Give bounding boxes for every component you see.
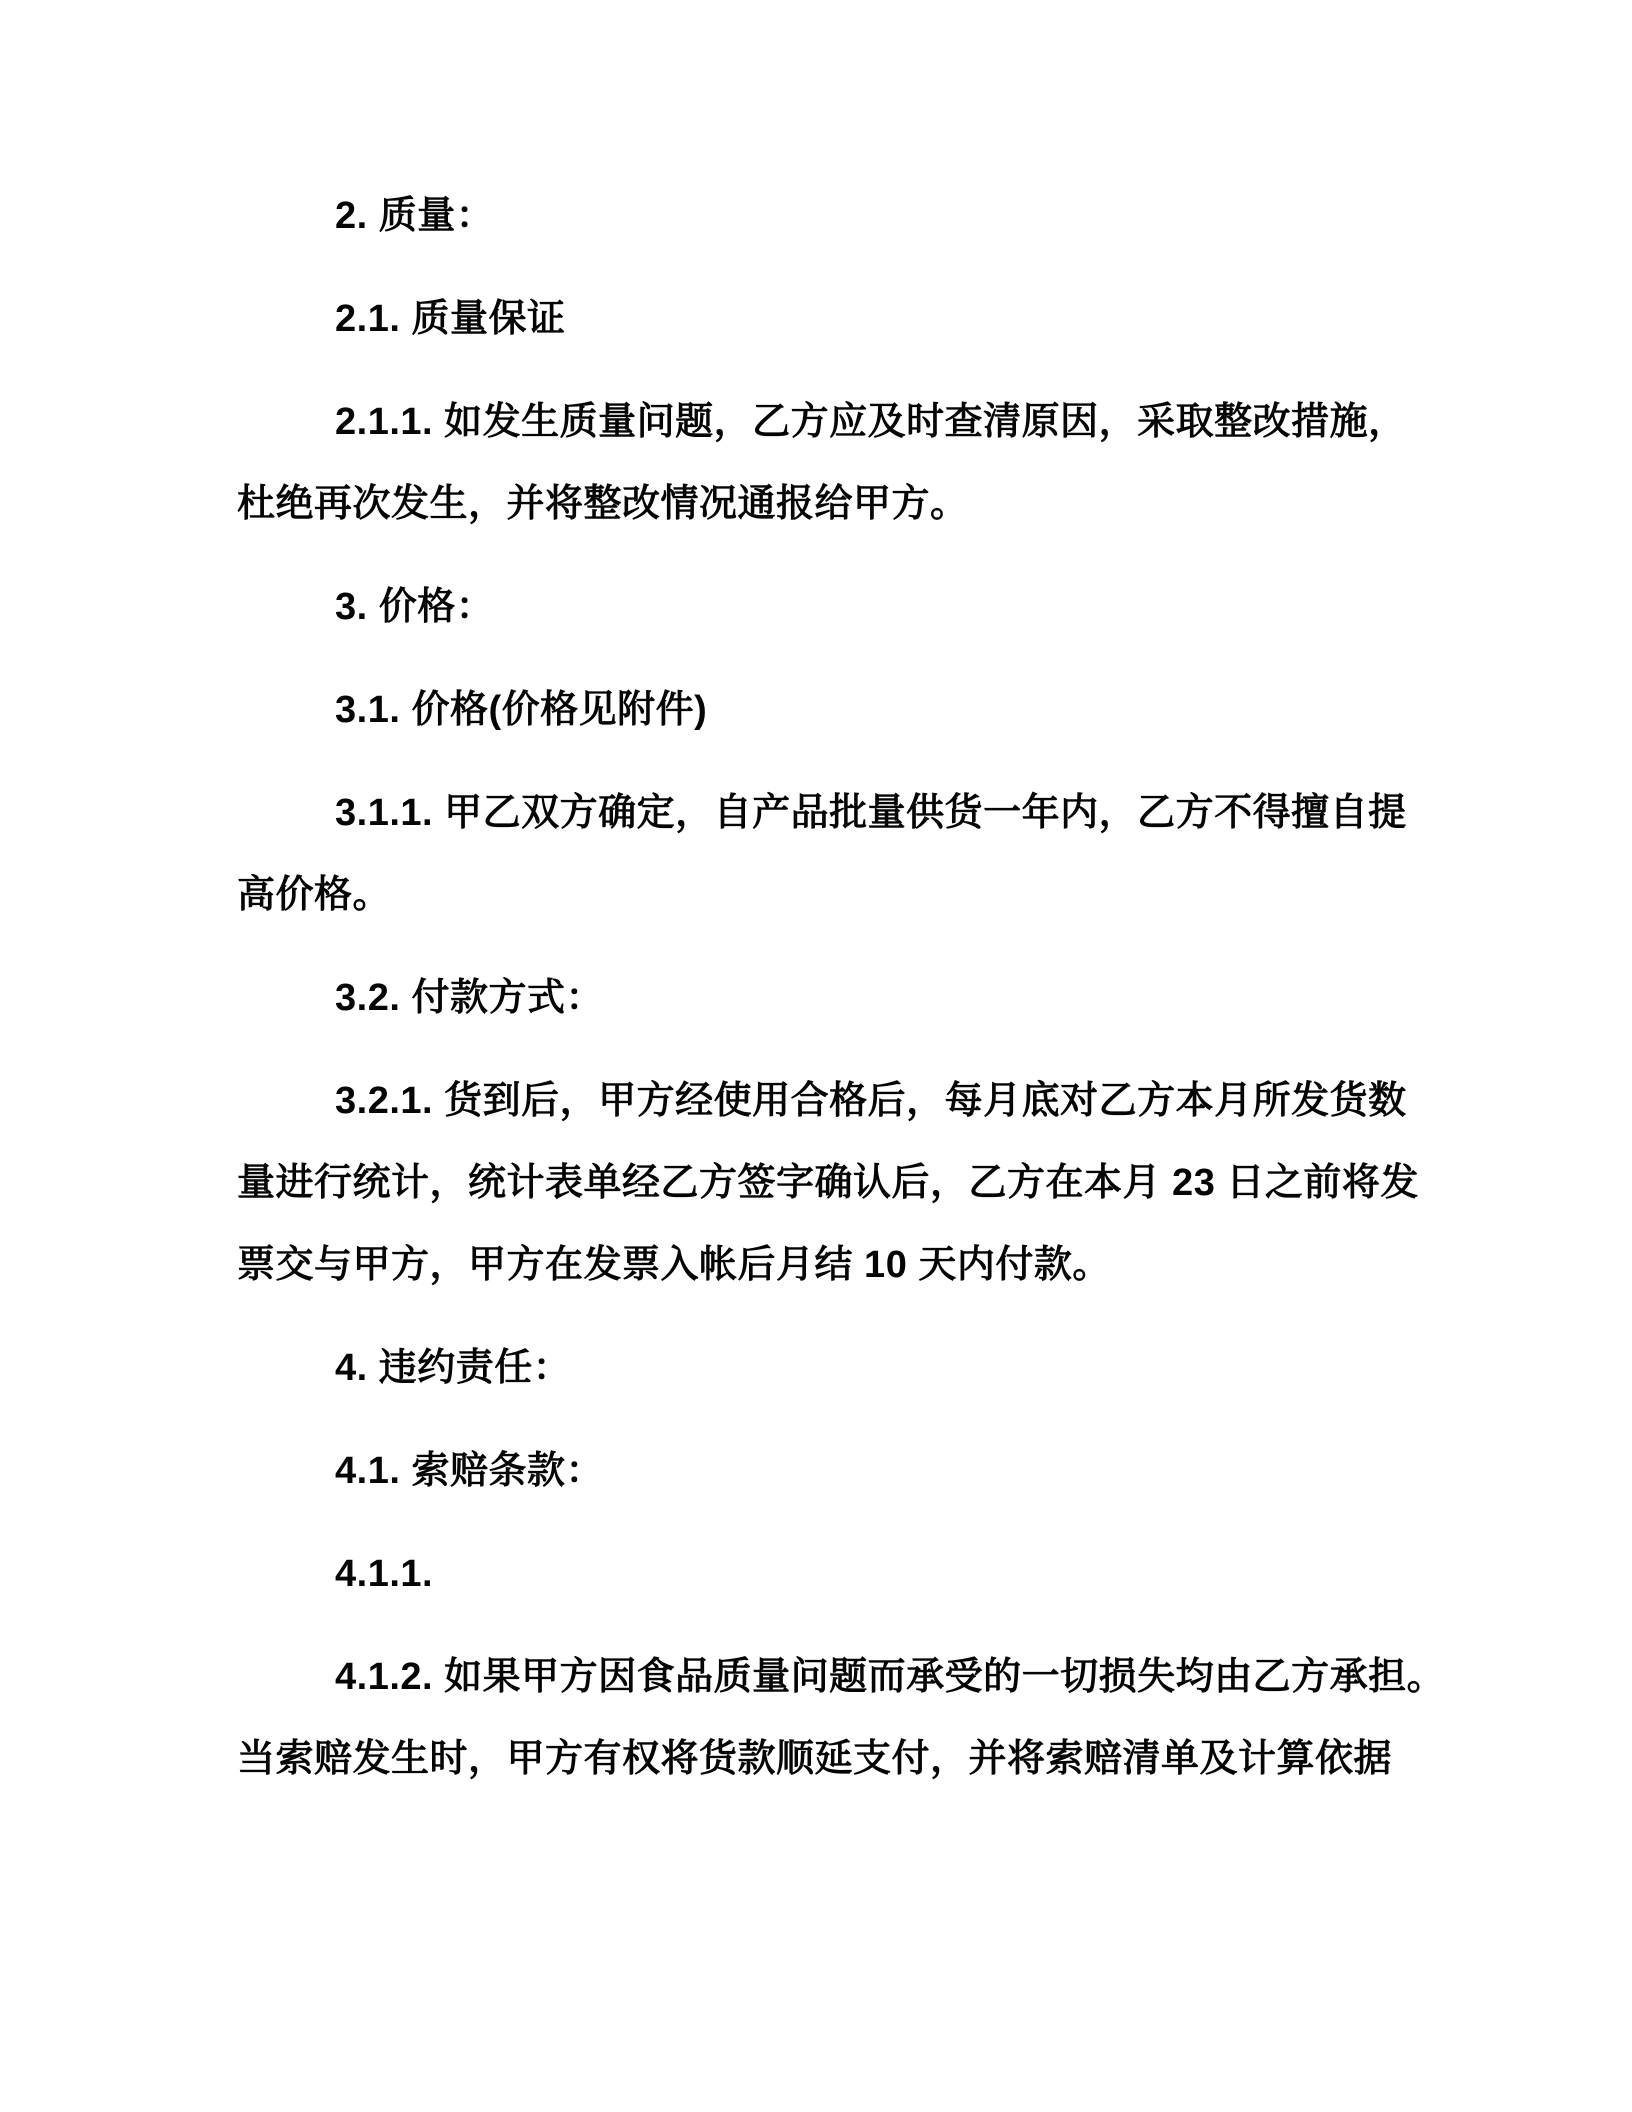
- paragraph-line: 3.1. 价格(价格见附件): [335, 689, 708, 731]
- paragraph-payment-method-heading: [237, 957, 1447, 1039]
- paragraph-breach-liability-heading: [237, 1327, 1447, 1409]
- paragraph-claim-terms-heading: [237, 1430, 1447, 1512]
- paragraph-line: 2.1.1. 如发生质量问题，乙方应及时查清原因，采取整改措施，: [335, 401, 1407, 443]
- paragraph-line: 4.1. 索赔条款：: [335, 1450, 604, 1492]
- paragraph-price-heading: [237, 566, 1447, 648]
- paragraph-line: 票交与甲方，甲方在发票入帐后月结 10 天内付款。: [237, 1244, 1111, 1286]
- paragraph-line: 2.1. 质量保证: [335, 298, 566, 340]
- paragraph-line: 4.1.1.: [335, 1553, 434, 1595]
- paragraph-line: 2. 质量：: [335, 195, 495, 237]
- paragraph-quality-heading: [237, 175, 1447, 257]
- paragraph-quality-guarantee-heading: [237, 278, 1447, 360]
- paragraph-claim-item-number: [237, 1533, 1447, 1615]
- paragraph-price-clause: [237, 772, 1447, 936]
- paragraph-line: 杜绝再次发生，并将整改情况通报给甲方。: [237, 483, 969, 525]
- paragraph-line: 量进行统计，统计表单经乙方签字确认后，乙方在本月 23 日之前将发: [237, 1162, 1419, 1204]
- paragraph-line: 3.1.1. 甲乙双方确定，自产品批量供货一年内，乙方不得擅自提: [335, 792, 1407, 834]
- paragraph-line: 4.1.2. 如果甲方因食品质量问题而承受的一切损失均由乙方承担。: [335, 1656, 1446, 1698]
- paragraph-quality-clause: [237, 381, 1447, 545]
- paragraph-line: 3.2.1. 货到后，甲方经使用合格后，每月底对乙方本月所发货数: [335, 1080, 1407, 1122]
- paragraph-line: 高价格。: [237, 874, 392, 916]
- paragraph-claim-clause: [237, 1636, 1447, 1800]
- paragraph-line: 当索赔发生时，甲方有权将货款顺延支付，并将索赔清单及计算依据: [237, 1738, 1393, 1780]
- paragraph-price-attachment: [237, 669, 1447, 751]
- paragraph-payment-clause: [237, 1060, 1447, 1306]
- paragraph-line: 3.2. 付款方式：: [335, 977, 604, 1019]
- paragraph-line: 4. 违约责任：: [335, 1347, 572, 1389]
- paragraph-line: 3. 价格：: [335, 586, 495, 628]
